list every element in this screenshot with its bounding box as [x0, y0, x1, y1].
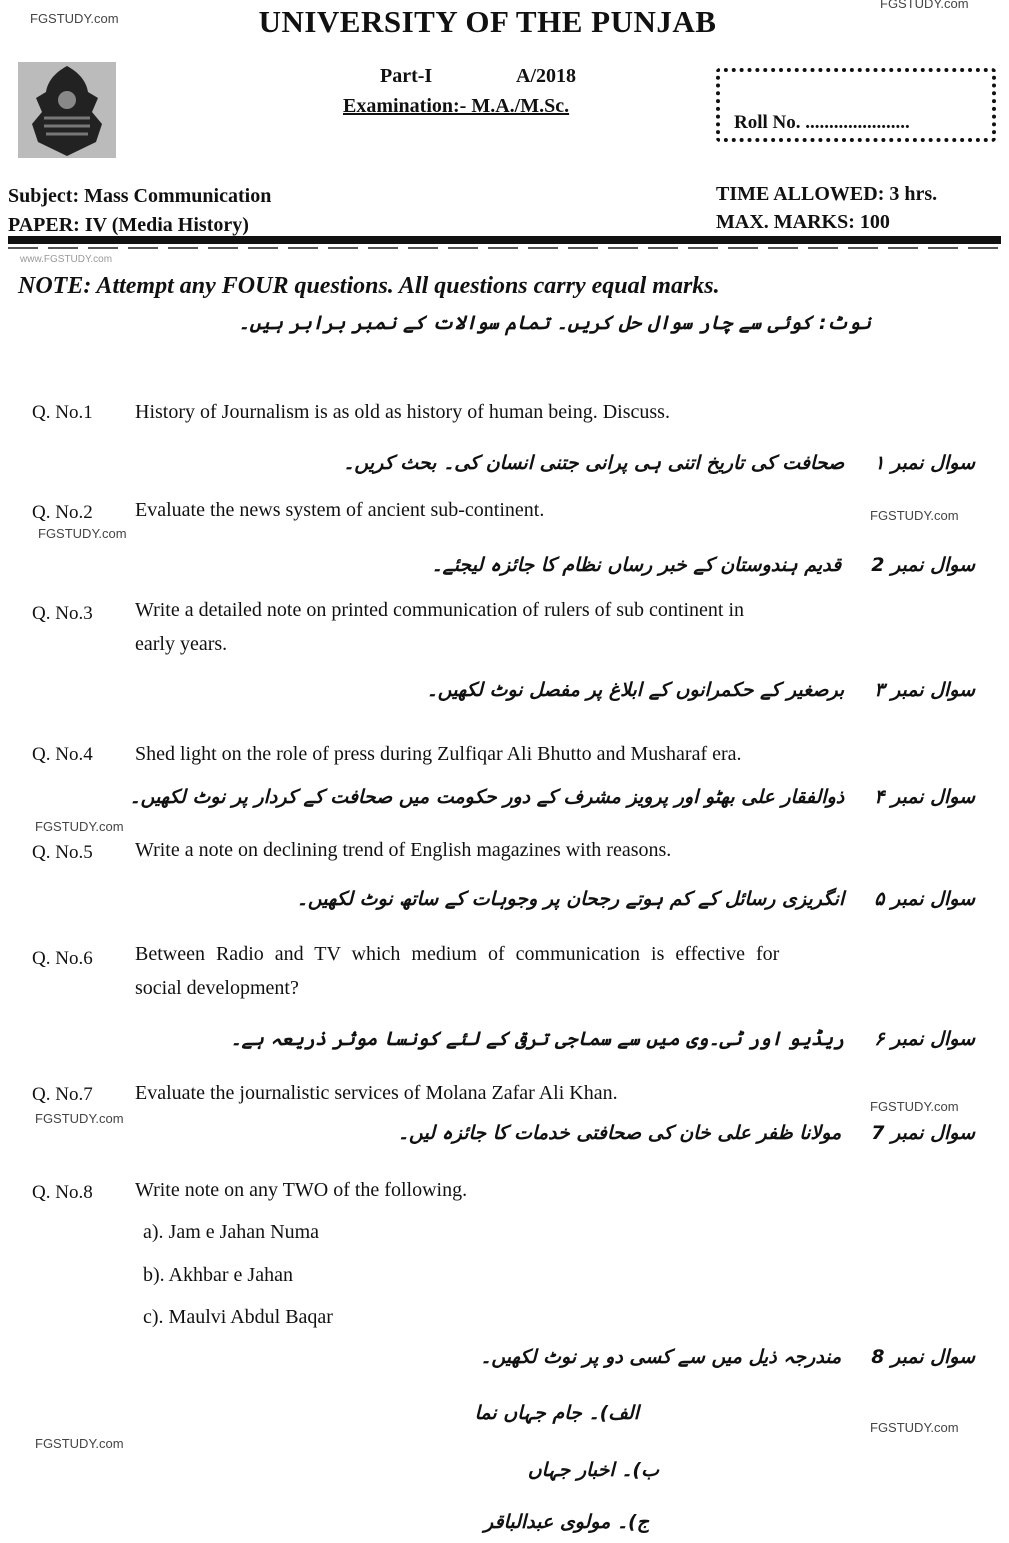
header-divider — [8, 236, 1001, 244]
question-text: Between Radio and TV which medium of communication is effective for — [135, 943, 780, 965]
urdu-question-text: انگریزی رسائل کے کم ہوتے رجحان پر وجوہات کے ساتھ نوٹ لکھیں۔ — [296, 888, 845, 910]
urdu-question-row — [230, 1024, 975, 1054]
university-crest-icon — [18, 62, 116, 158]
watermark: FGSTUDY.com — [35, 1111, 124, 1126]
urdu-question-label: سوال نمبر ۴ — [874, 786, 975, 808]
session-label: A/2018 — [516, 65, 576, 87]
question-label: Q. No.2 — [32, 502, 93, 523]
roll-number-box — [716, 68, 996, 142]
urdu-question-text: صحافت کی تاریخ اتنی ہی پرانی جتنی انسان کی۔ بحث کریں۔ — [343, 452, 845, 474]
question-text: social development? — [135, 977, 299, 999]
time-allowed: TIME ALLOWED: 3 hrs. — [716, 183, 938, 205]
question-label: Q. No.6 — [32, 948, 93, 969]
question-text: Evaluate the journalistic services of Molana Zafar Ali Khan. — [135, 1082, 618, 1104]
option-item: c). Maulvi Abdul Baqar — [143, 1306, 333, 1328]
question-label: Q. No.4 — [32, 744, 93, 765]
part-label: Part-I — [380, 65, 433, 87]
watermark: FGSTUDY.com — [870, 1420, 959, 1435]
urdu-question-row — [427, 675, 975, 705]
watermark: FGSTUDY.com — [30, 11, 119, 26]
max-marks: MAX. MARKS: 100 — [716, 211, 890, 233]
option-item: a). Jam e Jahan Numa — [143, 1221, 320, 1243]
watermark: FGSTUDY.com — [870, 508, 959, 523]
urdu-question-label: سوال نمبر ۵ — [874, 888, 975, 910]
urdu-question-label: سوال نمبر 2 — [871, 554, 975, 576]
header-divider — [8, 247, 1001, 249]
question-text: early years. — [135, 633, 228, 655]
question-label: Q. No.5 — [32, 842, 93, 863]
examination-label: Examination:- M.A./M.Sc. — [343, 95, 570, 117]
watermark: FGSTUDY.com — [870, 1099, 959, 1114]
watermark: FGSTUDY.com — [35, 819, 124, 834]
watermark: FGSTUDY.com — [880, 0, 969, 11]
urdu-question-label: سوال نمبر 7 — [871, 1122, 975, 1144]
paper-label: PAPER: IV (Media History) — [8, 214, 249, 236]
question-label: Q. No.3 — [32, 603, 93, 624]
subject-label: Subject: Mass Communication — [8, 185, 272, 207]
urdu-question-row — [431, 550, 975, 580]
option-item: b). Akhbar e Jahan — [143, 1264, 293, 1286]
urdu-question-row — [297, 884, 975, 914]
note-urdu: نوٹ: کوئی سے چار سوال حل کریں۔ تمام سوالات کے نمبر برابر ہیں۔ — [238, 312, 871, 334]
watermark: FGSTUDY.com — [38, 526, 127, 541]
watermark: www.FGSTUDY.com — [20, 254, 113, 265]
urdu-question-text: ریڈیو اور ٹی۔وی میں سے سماجی ترقی کے لئے کونسا موثر ذریعہ ہے۔ — [230, 1028, 845, 1050]
question-text: Write a detailed note on printed communication of rulers of sub continent in — [135, 599, 745, 621]
urdu-question-label: سوال نمبر 8 — [871, 1346, 975, 1368]
urdu-question-label: سوال نمبر ۶ — [874, 1028, 975, 1050]
urdu-question-text: برصغیر کے حکمرانوں کے ابلاغ پر مفصل نوٹ لکھیں۔ — [426, 679, 845, 701]
question-text: Evaluate the news system of ancient sub-continent. — [135, 499, 545, 521]
urdu-question-label: سوال نمبر ۳ — [874, 679, 975, 701]
urdu-question-row — [480, 1342, 975, 1372]
urdu-option-item: الف)۔ جام جہاں نما — [474, 1402, 639, 1424]
urdu-question-label: سوال نمبر ۱ — [874, 452, 975, 474]
urdu-question-text: قدیم ہندوستان کے خبر رساں نظام کا جائزہ لیجئے۔ — [431, 554, 842, 576]
urdu-question-text: مندرجہ ذیل میں سے کسی دو پر نوٹ لکھیں۔ — [480, 1346, 842, 1368]
urdu-question-row — [129, 782, 975, 812]
question-label: Q. No.8 — [32, 1182, 93, 1203]
roll-number-field: Roll No. ...................... — [734, 112, 910, 133]
question-text: Shed light on the role of press during Zulfiqar Ali Bhutto and Musharaf era. — [135, 743, 742, 765]
question-text: History of Journalism is as old as history of human being. Discuss. — [135, 401, 670, 423]
urdu-question-text: مولانا ظفر علی خان کی صحافتی خدمات کا جائزہ لیں۔ — [397, 1122, 842, 1144]
university-title: UNIVERSITY OF THE PUNJAB — [258, 4, 717, 39]
urdu-option-item: ب)۔ اخبار جہاں — [527, 1459, 659, 1481]
question-label: Q. No.7 — [32, 1084, 93, 1105]
urdu-option-item: ج)۔ مولوی عبدالباقر — [484, 1511, 649, 1533]
question-text: Write note on any TWO of the following. — [135, 1179, 468, 1201]
note-english: NOTE: Attempt any FOUR questions. All questions carry equal marks. — [18, 273, 720, 299]
question-text: Write a note on declining trend of English magazines with reasons. — [135, 839, 672, 861]
urdu-question-text: ذوالفقار علی بھٹو اور پرویز مشرف کے دور حکومت میں صحافت کے کردار پر نوٹ لکھیں۔ — [129, 786, 845, 808]
watermark: FGSTUDY.com — [35, 1436, 124, 1451]
urdu-question-row — [398, 1118, 975, 1148]
urdu-question-row — [343, 448, 975, 478]
question-label: Q. No.1 — [32, 402, 93, 423]
